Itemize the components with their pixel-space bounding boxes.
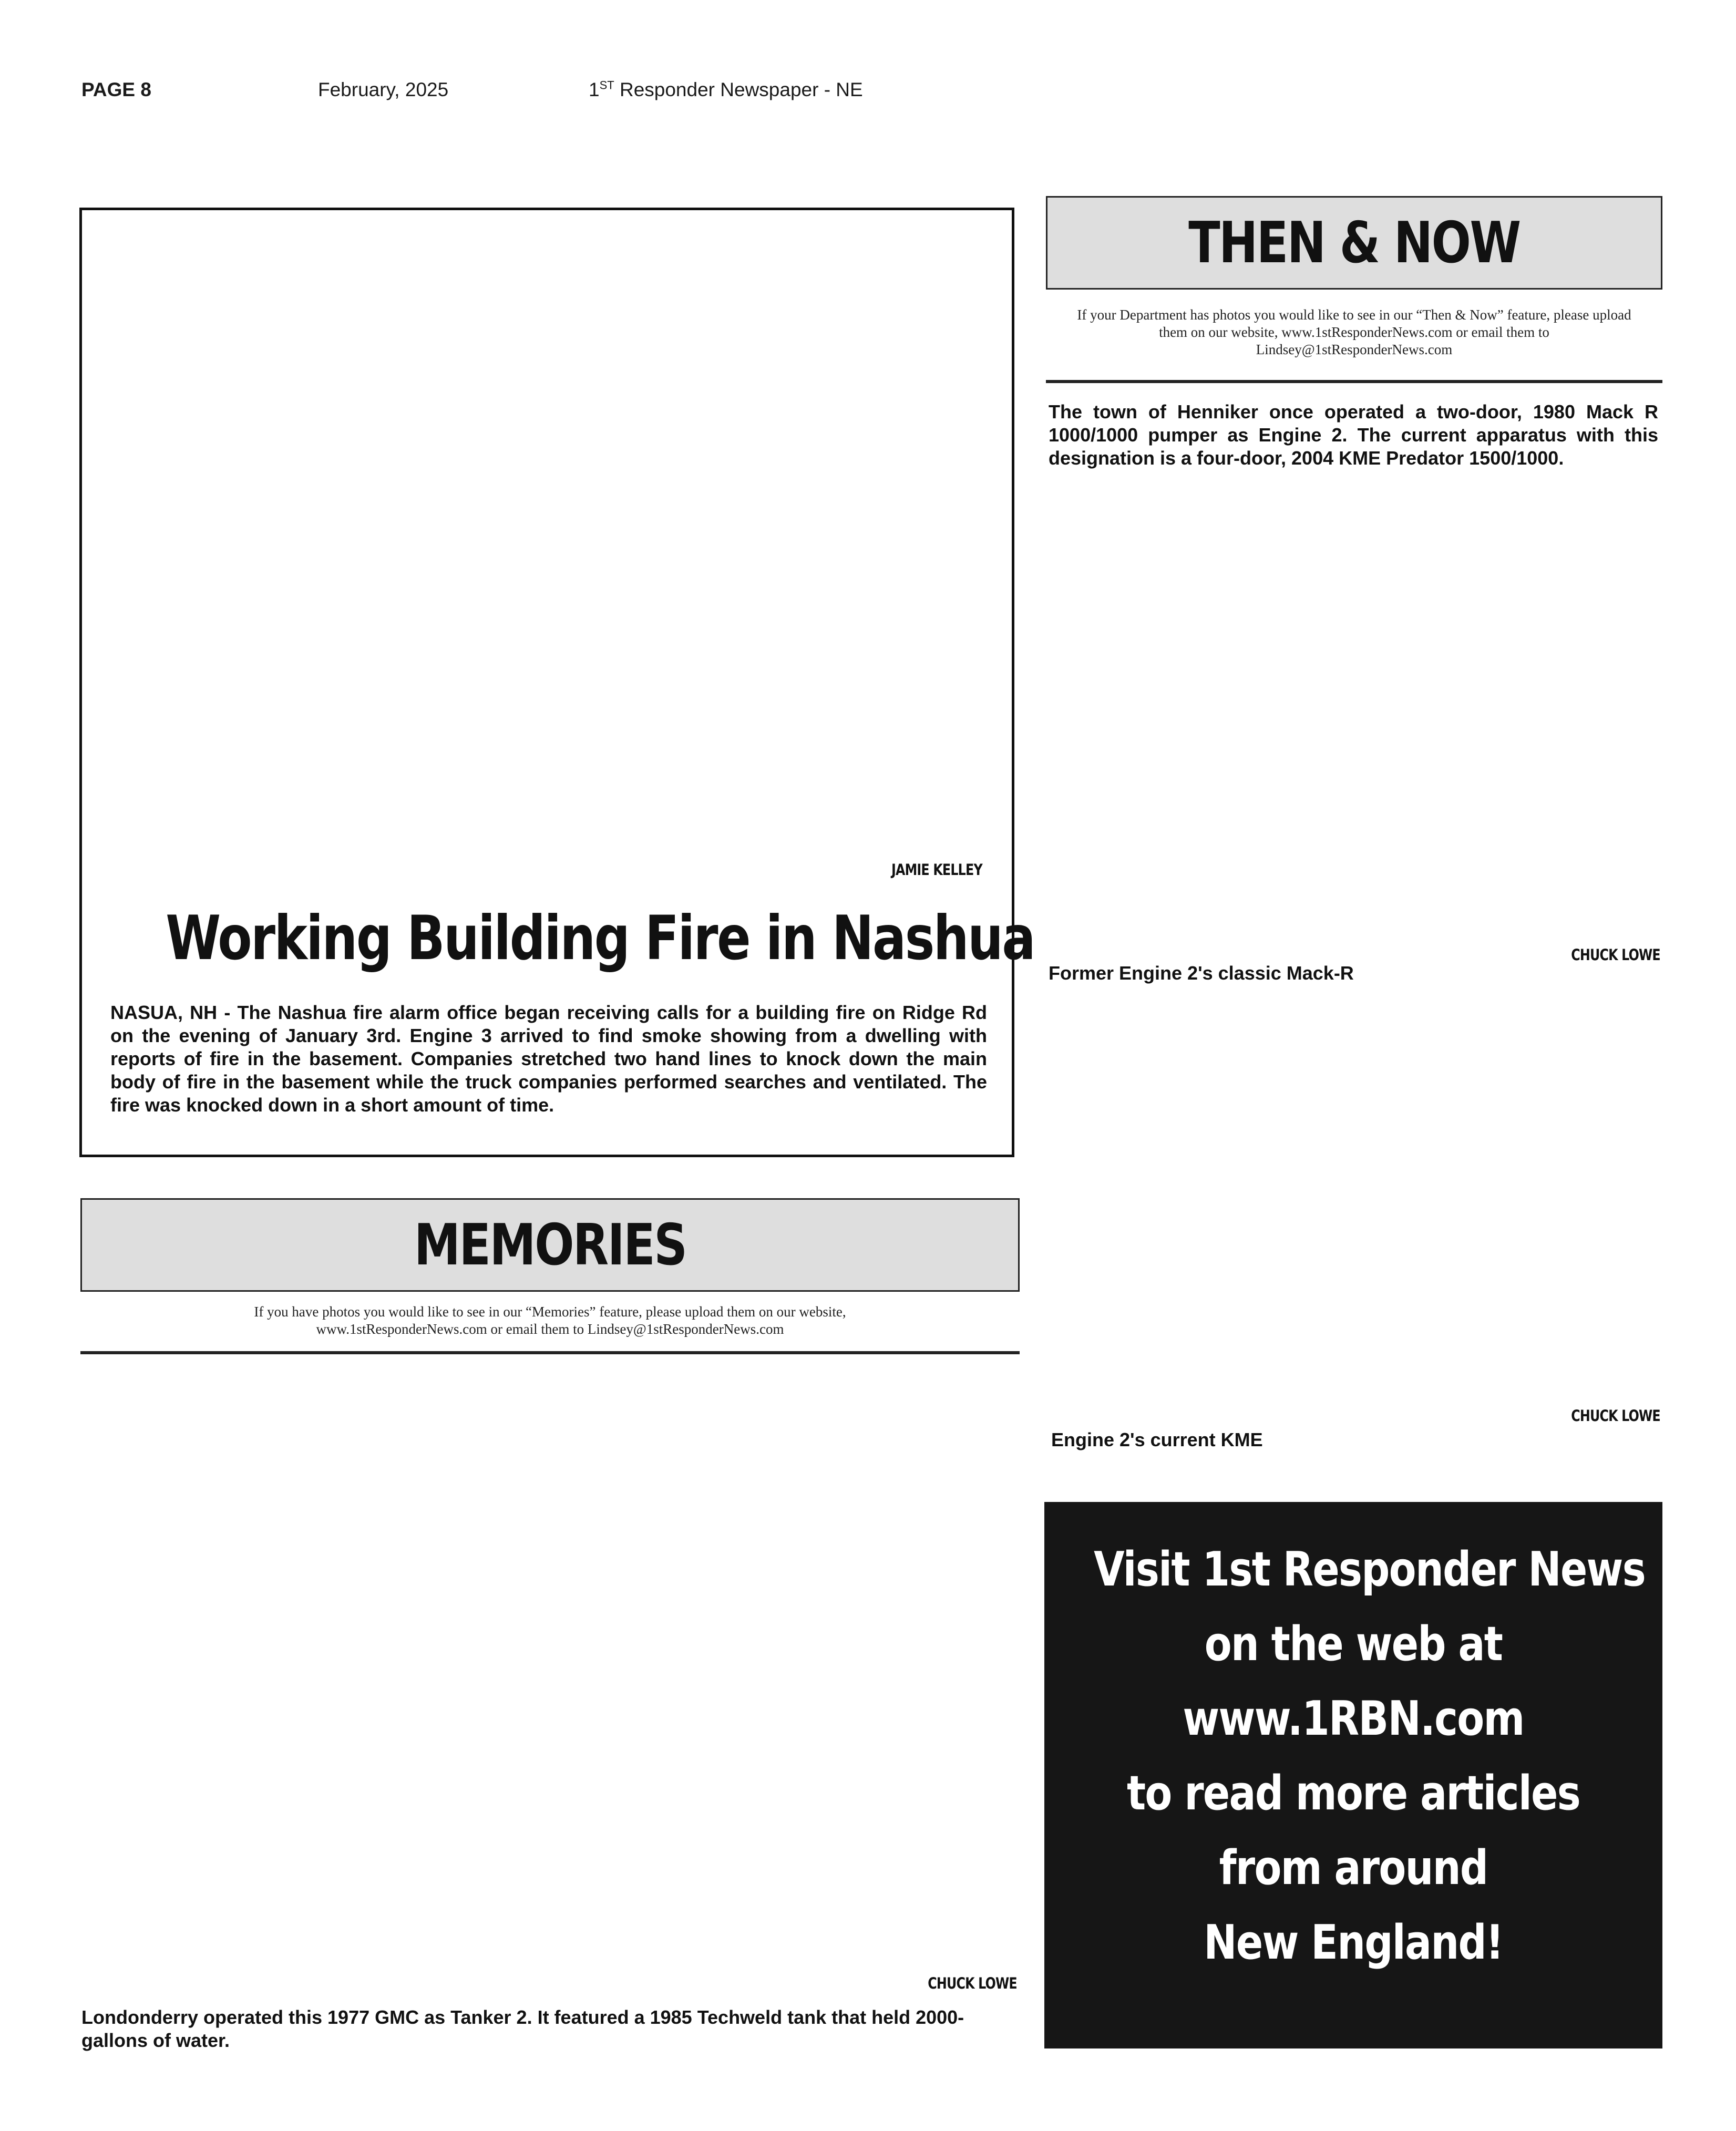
now-photo-caption: Engine 2's current KME [1051, 1429, 1263, 1450]
then-now-divider [1046, 380, 1662, 383]
then-now-title: THEN & NOW [1188, 210, 1520, 276]
memories-title: MEMORIES [414, 1212, 686, 1278]
promo-website-url: www.1RBN.com [1183, 1691, 1524, 1746]
then-photo-credit: CHUCK LOWE [1571, 946, 1660, 964]
promo-line-2: on the web at [1204, 1617, 1503, 1672]
page-number: PAGE 8 [81, 79, 151, 100]
then-photo [1046, 473, 1662, 935]
nashua-headline: Working Building Fire in Nashua [166, 903, 1035, 974]
issue-date: February, 2025 [318, 79, 449, 100]
promo-line-5: from around [1219, 1840, 1488, 1896]
memories-photo [80, 1366, 1020, 1971]
memories-caption: Londonderry operated this 1977 GMC as Tanker 2. It featured a 1985 Techweld tank that held 2000-gallons of water. [81, 2006, 964, 2051]
promo-line-4: to read more articles [1126, 1766, 1580, 1821]
then-now-title-box [1046, 196, 1662, 290]
website-promo-box [1044, 1502, 1662, 2048]
nashua-photo-credit: JAMIE KELLEY [891, 861, 982, 879]
memories-divider [80, 1351, 1020, 1354]
nashua-photo [98, 226, 996, 846]
then-now-submission-note: If your Department has photos you would like to see in our “Then & Now” feature, please upload them on our website, www.1stResponderNews.com or email them to Lindsey@1stResponderNews.com [1077, 307, 1631, 357]
nashua-body: NASUA, NH - The Nashua fire alarm office began receiving calls for a building fire on Ridge Rd on the evening of January 3rd. Engine 3 arrived to find smoke showing from a dwelling with reports of fire in the basement. Companies stretched two hand lines to knock down the main body of fire in the basement while the truck companies performed searches and ventilated. The fire was knocked down in a short amount of time. [110, 1002, 987, 1116]
now-photo [1046, 998, 1662, 1398]
memories-title-box [80, 1198, 1020, 1292]
promo-line-1: Visit 1st Responder News [1094, 1542, 1646, 1597]
nashua-article-box [79, 208, 1035, 1157]
memories-photo-credit: CHUCK LOWE [928, 1974, 1017, 1992]
publication-name: 1ST Responder Newspaper - NE [589, 78, 863, 100]
then-now-intro: The town of Henniker once operated a two-door, 1980 Mack R 1000/1000 pumper as Engine 2. The current apparatus with this designation is a four-door, 2004 KME Predator 1500/1000. [1049, 401, 1658, 469]
then-photo-caption: Former Engine 2's classic Mack-R [1049, 962, 1354, 984]
now-photo-credit: CHUCK LOWE [1571, 1407, 1660, 1425]
promo-line-6: New England! [1204, 1915, 1503, 1970]
memories-submission-note: If you have photos you would like to see in our “Memories” feature, please upload them on our website, www.1stResponderNews.com or email them to Lindsey@1stResponderNews.com [254, 1304, 846, 1337]
